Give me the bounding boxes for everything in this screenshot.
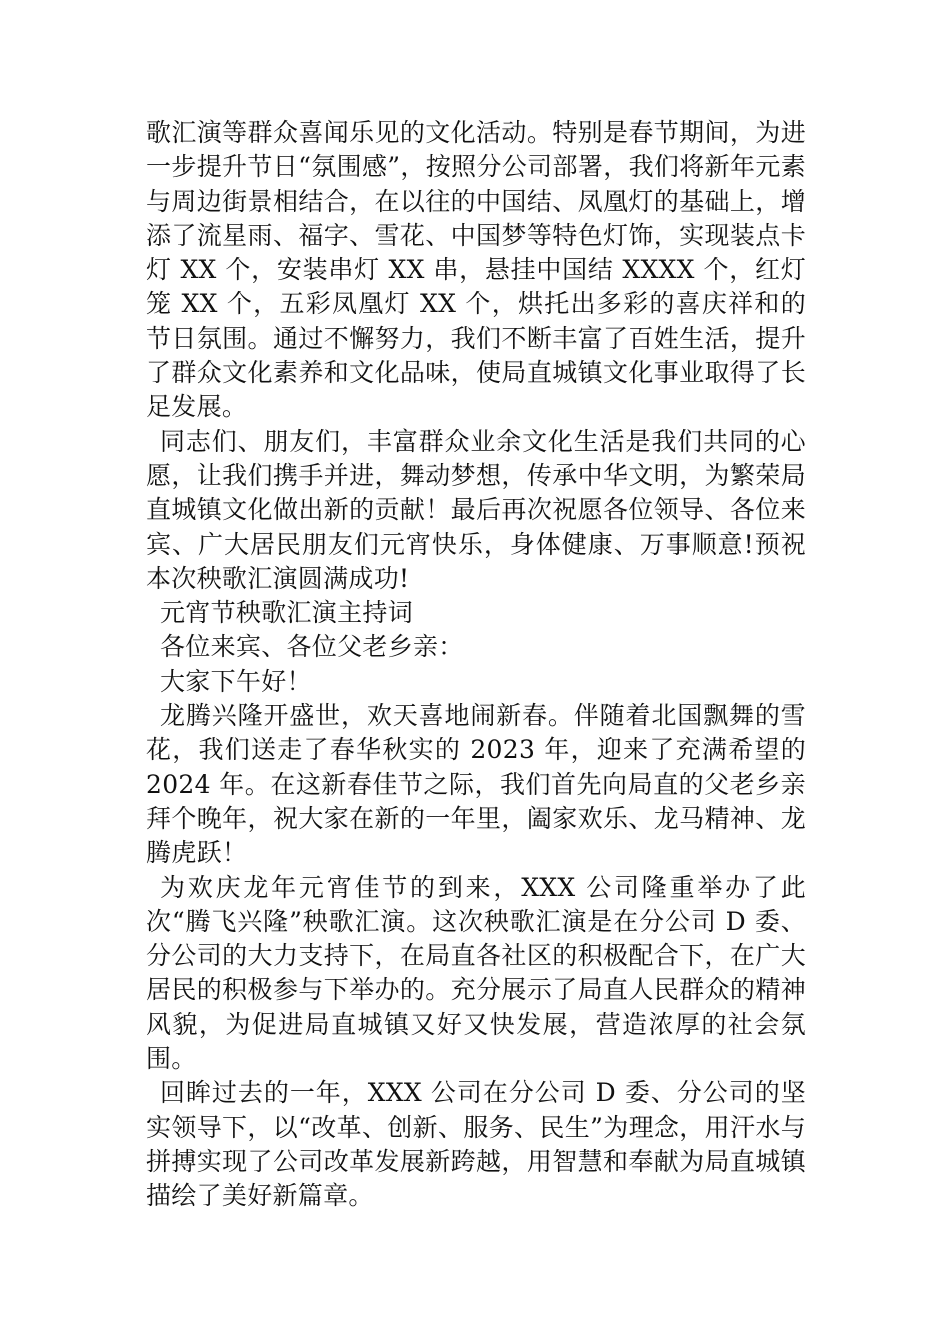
- paragraph-activities: 歌汇演等群众喜闻乐见的文化活动。特别是春节期间，为进一步提升节日“氛围感”，按照分公司部署，我们将新年元素与周边街景相结合，在以往的中国结、凤凰灯的基础上，增添了流星雨、福字、雪花、中国梦等特色灯饰，实现装点卡灯 XX 个，安装串灯 XX 串，悬挂中国结 XXXX 个，红灯笼 XX 个，五彩凤凰灯 XX 个，烘托出多彩的喜庆祥和的节日氛围。通过不懈努力，我们不断丰富了百姓生活，提升了群众文化素养和文化品味，使局直城镇文化事业取得了长足发展。: [146, 118, 806, 422]
- document-body: [146, 116, 806, 1214]
- greeting-afternoon: 大家下午好！: [160, 666, 312, 696]
- paragraph-event-intro: 为欢庆龙年元宵佳节的到来，XXX 公司隆重举办了此次“腾飞兴隆”秧歌汇演。这次秧歌汇演是在分公司 D 委、分公司的大力支持下，在局直各社区的积极配合下，在广大居民的积极参与下举办的。充分展示了局直人民群众的精神风貌，为促进局直城镇又好又快发展，营造浓厚的社会氛围。: [146, 872, 806, 1074]
- section-title: 元宵节秧歌汇演主持词: [160, 598, 414, 628]
- greeting-salutation: 各位来宾、各位父老乡亲：: [160, 632, 464, 662]
- paragraph-new-year: 龙腾兴隆开盛世，欢天喜地闹新春。伴随着北国飘舞的雪花，我们送走了春华秋实的 2023 年，迎来了充满希望的 2024 年。在这新春佳节之际，我们首先向局直的父老乡亲拜个晚年，祝大家在新的一年里，阖家欢乐、龙马精神、龙腾虎跃！: [146, 701, 806, 868]
- paragraph-review: 回眸过去的一年，XXX 公司在分公司 D 委、分公司的坚实领导下，以“改革、创新、服务、民生”为理念，用汗水与拼搏实现了公司改革发展新跨越，用智慧和奉献为局直城镇描绘了美好新篇章。: [146, 1078, 806, 1211]
- paragraph-closing-wishes: 同志们、朋友们，丰富群众业余文化生活是我们共同的心愿，让我们携手并进，舞动梦想，传承中华文明，为繁荣局直城镇文化做出新的贡献！最后再次祝愿各位领导、各位来宾、广大居民朋友们元宵快乐，身体健康、万事顺意!预祝本次秧歌汇演圆满成功!: [146, 426, 806, 593]
